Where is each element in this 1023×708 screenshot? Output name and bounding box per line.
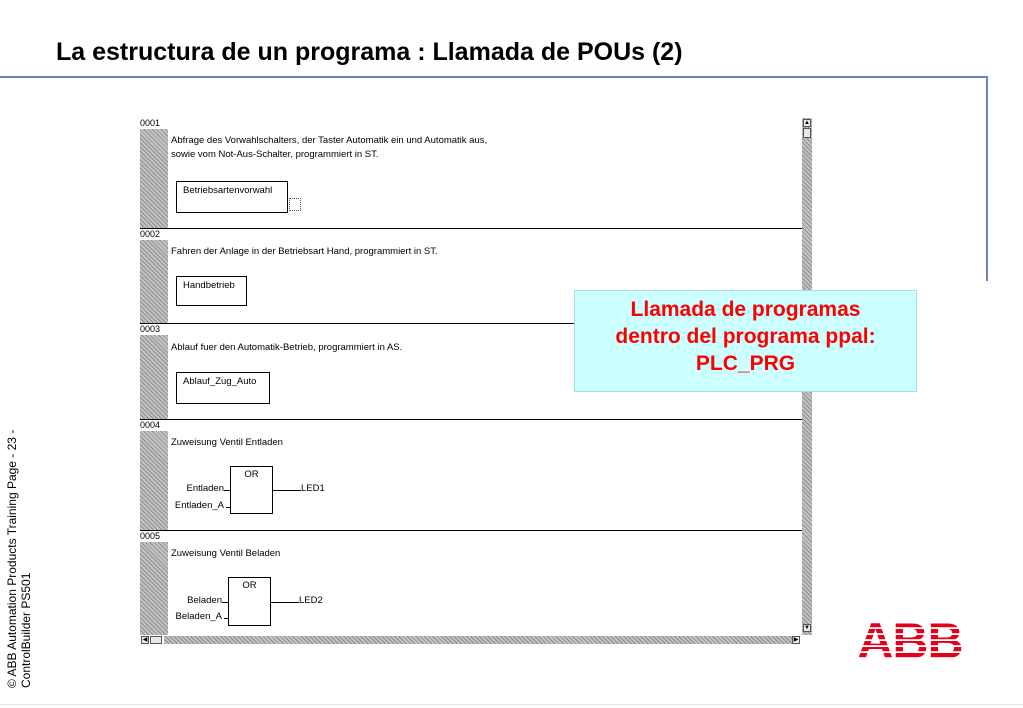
input-variable[interactable]: Beladen [187, 595, 222, 606]
network-gutter [140, 531, 168, 635]
input-wire [224, 490, 230, 491]
scroll-up-arrow-icon[interactable]: ▲ [804, 120, 810, 126]
program-call-box[interactable]: Betriebsartenvorwahl [176, 181, 288, 213]
input-wire [226, 507, 230, 508]
input-variable[interactable]: Entladen_A [174, 500, 224, 511]
horizontal-scroll-track[interactable] [164, 636, 792, 644]
input-variable[interactable]: Beladen_A [175, 611, 222, 622]
abb-logo [848, 617, 972, 661]
output-wire [273, 490, 301, 491]
network-gutter [140, 229, 168, 323]
input-variable[interactable]: Entladen [186, 483, 224, 494]
network-number: 0002 [140, 229, 168, 240]
network-comment: Abfrage des Vorwahlschalters, der Taster Automatik ein und Automatik aus, [171, 135, 488, 146]
callout-line: PLC_PRG [695, 352, 796, 375]
network-comment: Zuweisung Ventil Beladen [171, 548, 281, 559]
network-comment: Fahren der Anlage in der Betriebsart Hand, programmiert in ST. [171, 246, 438, 257]
function-block-name: OR [244, 469, 259, 480]
network-number: 0004 [140, 420, 168, 431]
network-gutter [140, 420, 168, 530]
network-number: 0003 [140, 324, 168, 335]
network-0005[interactable] [140, 531, 802, 635]
copyright-line: © ABB Automation Products Training Page - 23 - [5, 429, 19, 688]
scroll-thumb[interactable] [150, 636, 162, 644]
output-pin-placeholder[interactable] [289, 198, 301, 211]
output-wire [271, 602, 299, 603]
scroll-thumb[interactable] [803, 128, 811, 138]
header-vertical-rule [986, 76, 988, 281]
callout-line: dentro del programa ppal: [615, 325, 876, 348]
function-block-name: OR [242, 580, 257, 591]
output-variable[interactable]: LED2 [299, 595, 323, 606]
abb-logo-text: ABB [857, 617, 963, 661]
scroll-left-arrow-icon[interactable]: ◀ [142, 637, 148, 643]
or-function-block[interactable] [230, 466, 273, 514]
scroll-right-arrow-icon[interactable]: ▶ [793, 637, 799, 643]
network-comment: Ablauf fuer den Automatik-Betrieb, programmiert in AS. [171, 342, 403, 353]
network-number: 0005 [140, 531, 168, 542]
footer-rule [0, 704, 1023, 705]
callout-box [574, 290, 917, 392]
or-function-block[interactable] [228, 577, 271, 626]
network-comment: sowie vom Not-Aus-Schalter, programmiert in ST. [171, 149, 379, 160]
header-rule [0, 76, 988, 78]
network-comment: Zuweisung Ventil Entladen [171, 437, 283, 448]
network-0004[interactable] [140, 420, 802, 531]
program-call-box[interactable]: Handbetrieb [176, 276, 247, 306]
copyright-line: ControlBuilder PS501 [19, 572, 33, 688]
side-copyright [5, 430, 33, 688]
horizontal-scrollbar[interactable] [140, 635, 812, 645]
slide-title: La estructura de un programa : Llamada de POUs (2) [56, 38, 683, 66]
network-gutter [140, 324, 168, 419]
input-wire [224, 618, 228, 619]
scroll-down-arrow-icon[interactable]: ▼ [804, 625, 810, 631]
input-wire [222, 602, 228, 603]
network-gutter [140, 118, 168, 228]
network-0001[interactable] [140, 118, 802, 229]
callout-line: Llamada de programas [630, 298, 861, 321]
output-variable[interactable]: LED1 [301, 483, 325, 494]
program-call-box[interactable]: Ablauf_Zug_Auto [176, 372, 270, 404]
network-number: 0001 [140, 118, 168, 129]
